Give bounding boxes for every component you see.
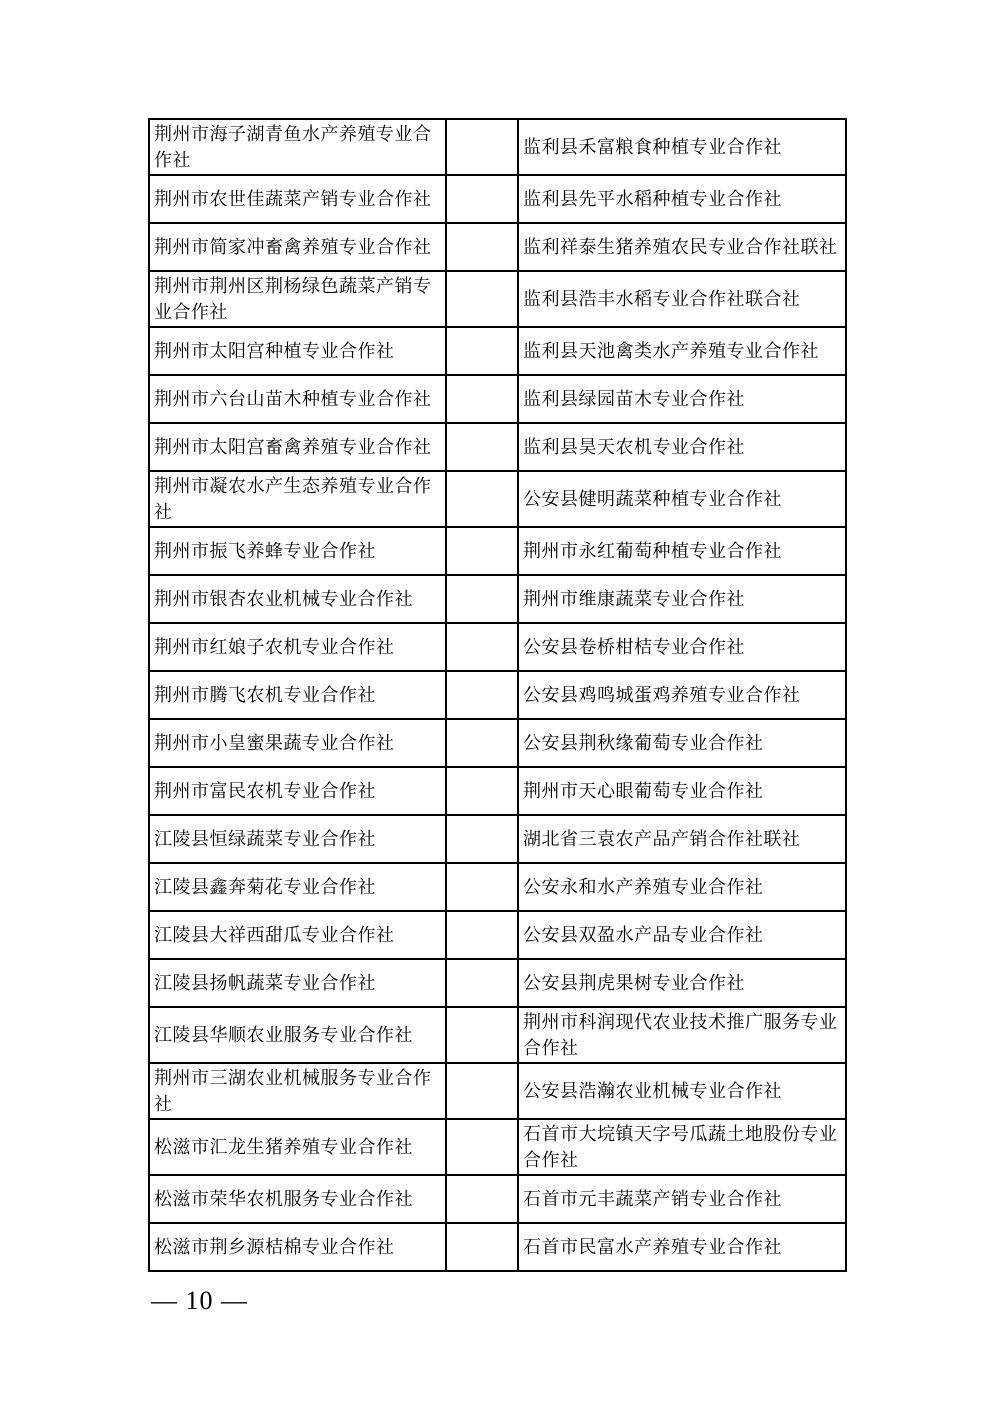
coop-name-left: 江陵县扬帆蔬菜专业合作社 [149,959,446,1007]
coop-name-right: 石首市民富水产养殖专业合作社 [518,1223,846,1271]
table-row [149,271,846,327]
spacer-cell [446,423,518,471]
table-row [149,863,846,911]
table-row [149,575,846,623]
coop-name-left: 松滋市汇龙生猪养殖专业合作社 [149,1119,446,1175]
coop-name-left: 荆州市腾飞农机专业合作社 [149,671,446,719]
table-row [149,911,846,959]
coop-name-left: 荆州市振飞养蜂专业合作社 [149,527,446,575]
table-row [149,119,846,175]
coop-name-right: 公安县健明蔬菜种植专业合作社 [518,471,846,527]
coop-name-left: 荆州市三湖农业机械服务专业合作社 [149,1063,446,1119]
spacer-cell [446,767,518,815]
coop-name-right: 荆州市科润现代农业技术推广服务专业合作社 [518,1007,846,1063]
spacer-cell [446,271,518,327]
table-row [149,719,846,767]
coop-name-right: 监利县昊天农机专业合作社 [518,423,846,471]
table-row [149,471,846,527]
coop-name-left: 荆州市简家冲畜禽养殖专业合作社 [149,223,446,271]
coop-name-right: 公安永和水产养殖专业合作社 [518,863,846,911]
coop-name-left: 江陵县华顺农业服务专业合作社 [149,1007,446,1063]
table-row [149,423,846,471]
spacer-cell [446,1223,518,1271]
coop-name-left: 江陵县大祥西甜瓜专业合作社 [149,911,446,959]
table-row [149,671,846,719]
spacer-cell [446,1119,518,1175]
spacer-cell [446,119,518,175]
coop-name-left: 荆州市农世佳蔬菜产销专业合作社 [149,175,446,223]
coop-name-right: 荆州市天心眼葡萄专业合作社 [518,767,846,815]
table-row [149,1007,846,1063]
spacer-cell [446,527,518,575]
spacer-cell [446,1063,518,1119]
spacer-cell [446,223,518,271]
spacer-cell [446,863,518,911]
spacer-cell [446,1175,518,1223]
coop-name-right: 公安县双盈水产品专业合作社 [518,911,846,959]
coop-name-right: 石首市元丰蔬菜产销专业合作社 [518,1175,846,1223]
cooperative-table [148,118,847,1272]
table-row [149,527,846,575]
coop-name-right: 监利县天池禽类水产养殖专业合作社 [518,327,846,375]
coop-name-right: 公安县鸡鸣城蛋鸡养殖专业合作社 [518,671,846,719]
table-row [149,767,846,815]
coop-name-right: 公安县浩瀚农业机械专业合作社 [518,1063,846,1119]
coop-name-left: 荆州市太阳宫畜禽养殖专业合作社 [149,423,446,471]
spacer-cell [446,575,518,623]
table-row [149,175,846,223]
page-number: — 10 — [151,1286,248,1315]
coop-name-left: 江陵县恒绿蔬菜专业合作社 [149,815,446,863]
coop-name-left: 荆州市凝农水产生态养殖专业合作社 [149,471,446,527]
spacer-cell [446,671,518,719]
table-row [149,959,846,1007]
spacer-cell [446,959,518,1007]
coop-name-left: 荆州市荆州区荆杨绿色蔬菜产销专业合作社 [149,271,446,327]
table-row [149,327,846,375]
coop-name-right: 公安县荆虎果树专业合作社 [518,959,846,1007]
table-row [149,815,846,863]
coop-name-right: 石首市大垸镇天字号瓜蔬土地股份专业合作社 [518,1119,846,1175]
spacer-cell [446,815,518,863]
spacer-cell [446,911,518,959]
coop-name-left: 荆州市太阳宫种植专业合作社 [149,327,446,375]
coop-name-left: 松滋市荣华农机服务专业合作社 [149,1175,446,1223]
table-row [149,375,846,423]
coop-name-left: 荆州市红娘子农机专业合作社 [149,623,446,671]
coop-name-right: 荆州市维康蔬菜专业合作社 [518,575,846,623]
spacer-cell [446,623,518,671]
spacer-cell [446,471,518,527]
table-row [149,1063,846,1119]
coop-name-right: 公安县卷桥柑桔专业合作社 [518,623,846,671]
coop-name-left: 荆州市小皇蜜果蔬专业合作社 [149,719,446,767]
coop-name-left: 松滋市荆乡源桔棉专业合作社 [149,1223,446,1271]
coop-name-right: 监利县禾富粮食种植专业合作社 [518,119,846,175]
coop-name-right: 监利县先平水稻种植专业合作社 [518,175,846,223]
coop-name-right: 荆州市永红葡萄种植专业合作社 [518,527,846,575]
coop-name-right: 监利县浩丰水稻专业合作社联合社 [518,271,846,327]
table-row [149,1223,846,1271]
spacer-cell [446,719,518,767]
coop-name-right: 监利祥泰生猪养殖农民专业合作社联社 [518,223,846,271]
coop-name-right: 监利县绿园苗木专业合作社 [518,375,846,423]
spacer-cell [446,375,518,423]
coop-name-left: 荆州市银杏农业机械专业合作社 [149,575,446,623]
coop-name-right: 公安县荆秋缘葡萄专业合作社 [518,719,846,767]
coop-name-right: 湖北省三袁农产品产销合作社联社 [518,815,846,863]
spacer-cell [446,1007,518,1063]
coop-name-left: 荆州市六台山苗木种植专业合作社 [149,375,446,423]
table-row [149,1175,846,1223]
spacer-cell [446,327,518,375]
coop-name-left: 荆州市海子湖青鱼水产养殖专业合作社 [149,119,446,175]
coop-name-left: 江陵县鑫奔菊花专业合作社 [149,863,446,911]
coop-name-left: 荆州市富民农机专业合作社 [149,767,446,815]
table-row [149,623,846,671]
table-row [149,223,846,271]
table-row [149,1119,846,1175]
spacer-cell [446,175,518,223]
